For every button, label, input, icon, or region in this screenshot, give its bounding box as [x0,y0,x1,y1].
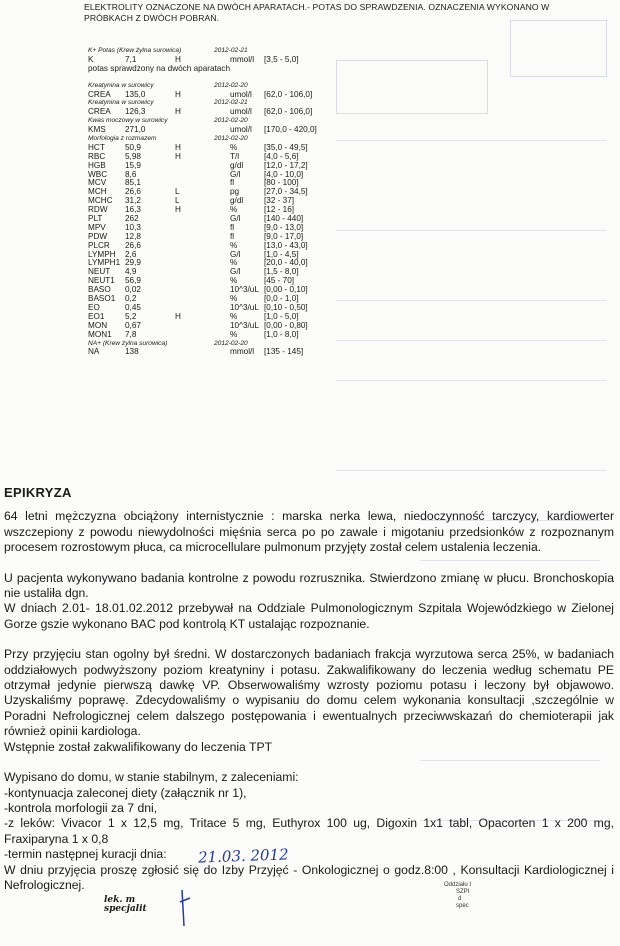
lab-flag: H [175,107,181,117]
lab-value: 50,9 [125,142,141,152]
lab-unit: g/dl [230,160,244,170]
lab-code: MON [88,320,108,330]
lab-value: 271,0 [125,125,146,135]
lab-section-date: 2012-02-20 [214,81,248,89]
lab-value: 7,1 [125,54,137,64]
lab-flag: H [175,54,181,64]
lab-range: [62,0 - 106,0] [264,107,313,117]
lab-value: 16,3 [125,205,141,215]
lab-unit: % [230,142,238,152]
recommendation-item: -z leków: Vivacor 1 x 12,5 mg, Tritace 5 mg, Euthyrox 100 ug, Digoxin 1x1 tabl, Opacorten 1 x 200 mg, Fraxiparyna 1 x 0,8 [4,816,614,846]
lab-value: 26,6 [125,240,141,250]
lab-code: BASO1 [88,294,116,304]
lab-range: [1,0 - 5,0] [264,311,299,321]
lab-range: [0,00 - 0,10] [264,285,308,295]
department-stamp-line: SZPI [456,889,470,895]
lab-code: NEUT [88,267,111,277]
ghost-line [336,380,606,381]
lab-value: 7,8 [125,329,137,339]
lab-section-title: K+ Potas (Krew żylna surowica) [88,47,182,54]
lab-value: 29,9 [125,258,141,268]
lab-code: HCT [88,142,105,152]
lab-value: 126,3 [125,107,146,117]
ghost-form-box [336,60,488,114]
lab-unit: % [230,329,238,339]
lab-section-title: NA+ (Krew żylna surowica) [88,339,168,347]
lab-unit: 10^3/uL [230,320,259,330]
lab-range: [9,0 - 13,0] [264,222,304,232]
lab-code: K [88,54,94,64]
lab-range: [1,0 - 4,5] [264,249,299,259]
lab-unit: g/dl [230,196,244,206]
lab-range: [20,0 - 40,0] [264,258,308,268]
handwritten-date: 21.03. 2012 [197,845,289,867]
signature-mark [176,888,196,928]
lab-section-date: 2012-02-20 [214,339,248,347]
lab-value: 135,0 [125,89,146,99]
lab-code: EO1 [88,311,105,321]
lab-range: [0,00 - 0,80] [264,320,308,330]
recommendation-item: W dniu przyjęcia proszę zgłosić się do Izby Przyjęć - Onkologicznej o godz.8:00 , Konsultacji Kardiologicznej i Nefrologicznej. [4,862,614,892]
lab-section-date: 2012-02-21 [214,99,248,107]
lab-code: NA [88,347,100,357]
lab-unit: 10^3/uL [230,302,259,312]
lab-range: [135 - 145] [264,347,304,357]
lab-unit: fl [230,178,235,188]
lab-flag: H [175,89,181,99]
doctor-stamp-line: lek. m [104,895,136,905]
lab-section-title: Kwas moczowy w surowicy [88,117,168,125]
lab-unit: 10^3/uL [230,285,259,295]
lab-range: [45 - 70] [264,276,295,286]
lab-unit: G/l [230,169,241,179]
lab-code: LYMPH1 [88,258,121,268]
lab-value: 0,2 [125,294,137,304]
lab-range: [27,0 - 34,5] [264,187,308,197]
lab-unit: umol/l [230,107,252,117]
lab-range: [4,0 - 10,0] [264,169,304,179]
lab-range: [12,0 - 17,2] [264,160,308,170]
recommendation-item: -kontynuacja zaleconej diety (załącznik nr 1), [4,785,247,800]
lab-unit: % [230,240,238,250]
discharge-intro: Wypisano do domu, w stanie stabilnym, z zaleceniami: [4,770,299,785]
lab-value: 56,9 [125,276,141,286]
lab-value: 10,3 [125,222,141,232]
lab-note-text: potas sprawdzony na dwóch aparatach [88,63,231,73]
ghost-logo-box [510,20,607,77]
lab-value: 26,6 [125,187,141,197]
lab-unit: fl [230,231,235,241]
lab-section-date: 2012-02-20 [214,135,248,143]
lab-value: 262 [125,214,139,224]
lab-range: [3,5 - 5,0] [264,54,299,64]
lab-range: [0,0 - 1,0] [264,294,299,304]
lab-header-note [84,2,614,23]
lab-value: 8,6 [125,169,137,179]
lab-flag: H [175,142,181,152]
lab-range: [140 - 440] [264,214,304,224]
lab-code: RDW [88,205,108,215]
lab-value: 138 [125,347,139,357]
lab-section-date: 2012-02-21 [214,47,248,54]
lab-value: 4,9 [125,267,137,277]
lab-code: MCV [88,178,107,188]
lab-range: [13,0 - 43,0] [264,240,308,250]
doctor-stamp [104,896,147,914]
lab-code: PLCR [88,240,110,250]
lab-section-title: Morfologia z rozmazem [88,135,157,143]
department-stamp-line: Oddziału I [444,882,472,888]
lab-section-title: Kreatynina w surowicy [88,81,154,89]
lab-value: 85,1 [125,178,141,188]
lab-flag: L [175,196,180,206]
lab-code: WBC [88,169,108,179]
lab-code: RBC [88,151,106,161]
lab-value: 5,2 [125,311,137,321]
lab-unit: % [230,276,238,286]
lab-flag: H [175,151,181,161]
lab-flag: H [175,311,181,321]
lab-unit: umol/l [230,89,252,99]
recommendation-item: -kontrola morfologii za 7 dni, [4,800,158,815]
lab-code: KMS [88,125,106,135]
lab-unit: G/l [230,214,241,224]
lab-section-title: Kreatynina w surowicy [88,99,154,107]
lab-unit: mmol/l [230,347,255,357]
lab-range: [12 - 16] [264,205,295,215]
lab-section-date: 2012-02-20 [214,117,248,125]
lab-code: PDW [88,231,108,241]
ghost-line [336,340,606,341]
lab-flag: H [175,205,181,215]
lab-code: HGB [88,160,106,170]
lab-code: EO [88,302,100,312]
department-stamp-line: spec [456,903,469,909]
department-stamp-line: d [458,896,462,902]
lab-unit: fl [230,222,235,232]
lab-unit: T/l [230,151,240,161]
recommendation-item: -termin następnej kuracji dnia: [4,847,167,862]
lab-unit: G/l [230,267,241,277]
lab-code: MCHC [88,196,113,206]
doctor-stamp-line: specjalit [104,904,147,914]
lab-code: MPV [88,222,106,232]
lab-unit: % [230,205,238,215]
lab-unit: % [230,258,238,268]
epikryza-paragraph: W dniach 2.01- 18.01.02.2012 przebywał na Oddziale Pulmonologicznym Szpitala Wojewódzkiego w Zielonej Gorze gszie wykonano BAC pod kontrolą KT ustalając rozpoznanie. [4,601,614,631]
lab-code: CREA [88,107,111,117]
department-stamp [444,882,471,910]
lab-unit: pg [230,187,240,197]
lab-flag: L [175,187,180,197]
lab-code: PLT [88,214,103,224]
epikryza-paragraph: 64 letni mężczyzna obciążony internistycznie : marska nerka lewa, niedoczynność tarczycy, kardiowerter wszczepiony z powodu niewydolności mięśnia serca po po zawale i migotaniu przedsionków z rozpoznanym procesem rozrostowym płuca, ca microcellulare pulmonum przyjęty został celem ustalenia leczenia. [4,509,614,555]
lab-code: MON1 [88,329,112,339]
ghost-line [336,140,606,141]
header-line-2: PRÓBKACH Z DWÓCH POBRAŃ. [84,12,220,23]
epikryza-section [4,485,614,893]
lab-range: [4,0 - 5,6] [264,151,299,161]
ghost-line [336,470,606,471]
lab-range: [35,0 - 49,5] [264,142,308,152]
lab-value: 31,2 [125,196,141,206]
lab-value: 2,6 [125,249,137,259]
lab-code: MCH [88,187,107,197]
ghost-line [336,300,606,301]
lab-code: NEUT1 [88,276,115,286]
lab-unit: umol/l [230,125,252,135]
lab-value: 5,98 [125,151,141,161]
epikryza-title: EPIKRYZA [4,485,72,500]
lab-code: LYMPH [88,249,116,259]
header-line-1: ELEKTROLITY OZNACZONE NA DWÓCH APARATACH.- POTAS DO SPRAWDZENIA. OZNACZENIA WYKONANO W [84,2,550,12]
lab-code: BASO [88,285,111,295]
ghost-line [336,230,606,231]
lab-value: 0,67 [125,320,141,330]
lab-range: [1,5 - 8,0] [264,267,299,277]
epikryza-paragraph: U pacjenta wykonywano badania kontrolne z powodu rozrusznika. Stwierdzono zmianę w płucu. Bronchoskopia nie ustaliła dgn. [4,570,614,601]
lab-code: CREA [88,89,111,99]
lab-range: [1,0 - 8,0] [264,329,299,339]
lab-unit: % [230,311,238,321]
epikryza-paragraph: Przy przyjęciu stan ogolny był średni. W dostarczonych badaniach frakcja wyrzutowa serca 25%, w badaniach oddziałowych podwyższony poziom kreatyniny i potasu. Zakwalifikowany do leczenia według schematu PE otrzymał jedynie pierwszą dawkę VP. Obserwowaliśmy wzrosty poziomu potasu i leczony był objawowo. Uzyskaliśmy poprawę. Zdecydowaliśmy o wypisaniu do domu celem wykonania konsultacji ,szczególnie w Poradni Nefrologicznej celem dalszego postępowania i ewentualnych przeciwwskazań do chemioterapii jak również opinii kardiologa. [4,647,614,739]
lab-range: [0,10 - 0,50] [264,302,308,312]
lab-range: [80 - 100] [264,178,299,188]
lab-value: 12,8 [125,231,141,241]
lab-value: 15,9 [125,160,141,170]
lab-unit: mmol/l [230,54,255,64]
lab-value: 0,02 [125,285,141,295]
lab-unit: G/l [230,249,241,259]
lab-range: [9,0 - 17,0] [264,231,304,241]
lab-value: 0,45 [125,302,141,312]
lab-unit: % [230,294,238,304]
lab-range: [170,0 - 420,0] [264,125,317,135]
epikryza-paragraph: Wstępnie został zakwalifikowany do leczenia TPT [4,739,273,754]
lab-range: [62,0 - 106,0] [264,89,313,99]
lab-range: [32 - 37] [264,196,295,206]
